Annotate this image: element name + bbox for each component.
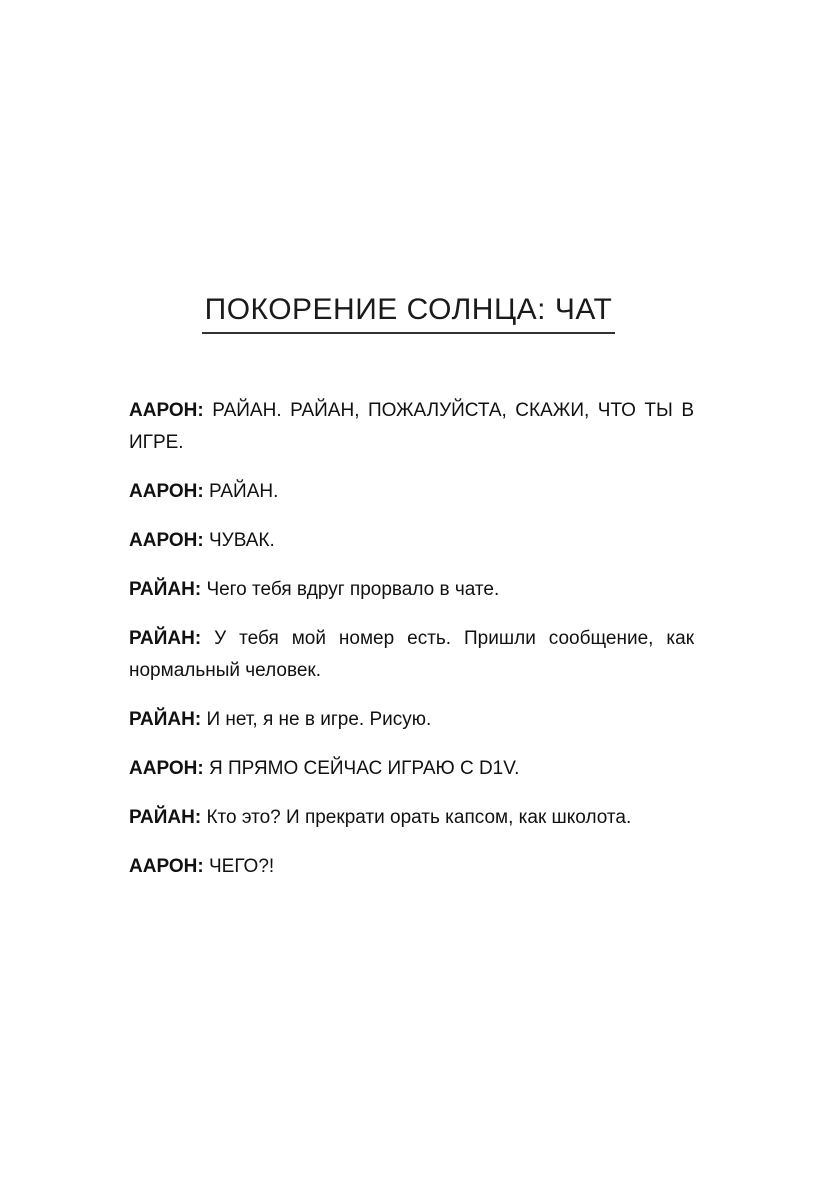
- chat-line: [129, 851, 694, 883]
- speaker-name: РАЙАН:: [129, 807, 202, 828]
- message-text: РАЙАН.: [208, 481, 279, 502]
- speaker-name: ААРОН:: [129, 481, 204, 502]
- chat-line: [129, 753, 694, 785]
- chat-line: [129, 802, 694, 834]
- chat-transcript: [129, 395, 694, 900]
- chat-line: [129, 395, 694, 459]
- speaker-name: РАЙАН:: [129, 628, 202, 649]
- chat-line: [129, 476, 694, 508]
- chat-line: [129, 574, 694, 606]
- speaker-name: РАЙАН:: [129, 709, 202, 730]
- message-text: Кто это? И прекрати орать капсом, как школота.: [206, 807, 632, 828]
- message-text: ЧЕГО?!: [208, 856, 275, 877]
- chat-line: [129, 623, 694, 687]
- chat-line: [129, 525, 694, 557]
- speaker-name: ААРОН:: [129, 856, 204, 877]
- speaker-name: ААРОН:: [129, 530, 204, 551]
- speaker-name: ААРОН:: [129, 400, 204, 421]
- speaker-name: РАЙАН:: [129, 579, 202, 600]
- speaker-name: ААРОН:: [129, 758, 204, 779]
- title-container: [0, 292, 817, 334]
- message-text: Я ПРЯМО СЕЙЧАС ИГРАЮ С D1V.: [208, 758, 520, 779]
- page-title: ПОКОРЕНИЕ СОЛНЦА: ЧАТ: [202, 292, 616, 334]
- message-text: Чего тебя вдруг прорвало в чате.: [206, 579, 500, 600]
- chat-line: [129, 704, 694, 736]
- message-text: У тебя мой номер есть. Пришли сообщение, как нормальный человек.: [129, 628, 695, 681]
- message-text: И нет, я не в игре. Рисую.: [206, 709, 432, 730]
- message-text: ЧУВАК.: [208, 530, 275, 551]
- message-text: РАЙАН. РАЙАН, ПОЖАЛУЙСТА, СКАЖИ, ЧТО ТЫ В ИГРЕ.: [129, 400, 694, 453]
